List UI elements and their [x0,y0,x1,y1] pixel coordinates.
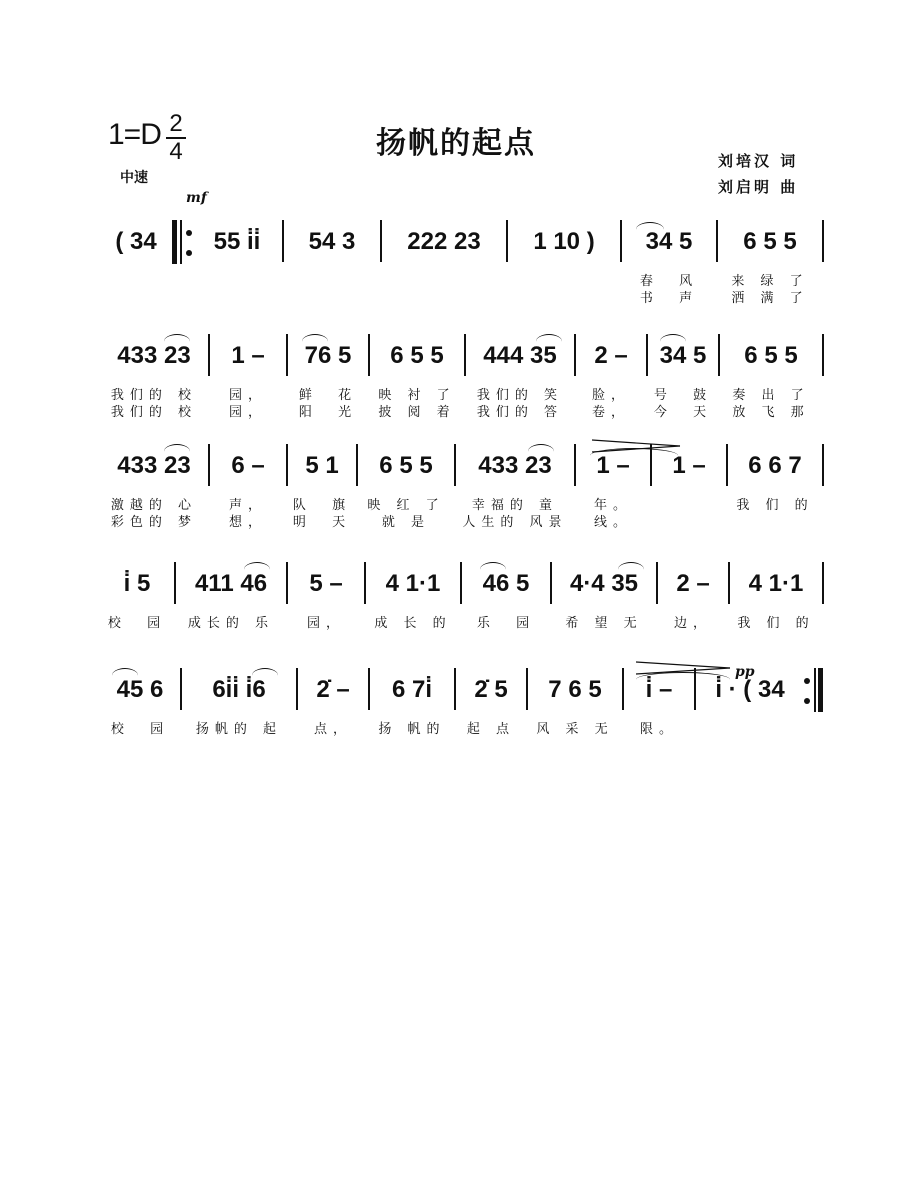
measure [100,328,208,418]
lyrics-verse-1: 鲜 花 [298,388,358,403]
system-2 [100,328,830,418]
measure [552,556,656,646]
notes: 46 5 [482,570,530,597]
notes: 433 23 [478,452,552,479]
notes: 7 6 5 [548,676,602,703]
measure [648,328,718,418]
lyrics-verse-2: 想， [228,515,267,530]
repeat-end-sign [804,668,818,712]
measure [298,662,368,752]
measure [576,328,646,418]
lyrics-verse-2: 今 天 [653,405,713,420]
notes: 55 i̇i̇ [213,228,261,255]
time-signature-numerator: 2 [169,110,183,137]
measure [100,662,180,752]
system-3 [100,438,830,528]
lyrics-verse-2: 书 声 [639,291,699,306]
lyrics-verse-2: 线。 [593,515,632,530]
measure [192,214,282,304]
notes: i̇ – [645,676,673,703]
lyrics-verse-1: 园， [306,616,345,631]
notes: 6 5 5 [743,228,797,255]
lyrics-verse-1: 号 鼓 [653,388,713,403]
notes: 45 6 [116,676,164,703]
lyrics-verse-1: 我们的 校 [110,388,198,403]
notes: 6 5 5 [390,342,444,369]
notes: 4 1·1 [748,570,804,597]
notes: 2 – [676,570,710,597]
lyrics-verse-2: 阳 光 [298,405,358,420]
notes: 6 7i̇ [391,676,433,703]
lyrics-verse-1: 来 绿 了 [731,274,809,289]
notes: 34 5 [645,228,693,255]
notes: 4·4 35 [569,570,639,597]
lyrics-verse-1: 乐 园 [476,616,536,631]
lyrics-verse-1: 起 点 [466,722,516,737]
measure [720,328,822,418]
lyrics-verse-1: 我们的 笑 [476,388,564,403]
notes: 6i̇i̇ i̇6 [212,676,266,703]
measure [100,556,174,646]
lyrics-verse-1: 年。 [593,498,632,513]
measure [370,328,464,418]
key-signature: 1=D [108,118,161,151]
measure [210,438,286,528]
lyrics-verse-2: 放 飞 那 [732,405,810,420]
lyrics-verse-2: 洒 满 了 [731,291,809,306]
lyrics-verse-1: 扬 帆的 [378,722,446,737]
measure [288,556,364,646]
notes: ( 34 [115,228,157,255]
lyrics-verse-1: 映 红 了 [367,498,445,513]
measure [462,556,550,646]
measure [100,438,208,528]
measure [622,214,716,304]
lyrics-verse-1: 春 风 [639,274,699,289]
notes: 222 23 [407,228,481,255]
lyrics-verse-2: 明 天 [292,515,352,530]
lyrics-verse-1: 我 们 的 [737,616,815,631]
lyrics-verse-1: 我 们 的 [736,498,814,513]
notes: 4 1·1 [385,570,441,597]
lyrics-verse-2: 我们的 校 [110,405,198,420]
measure [370,662,454,752]
measure [508,214,620,304]
lyrics-verse-2: 人生的 风景 [462,515,568,530]
lyrics-verse-1: 奏 出 了 [732,388,810,403]
measure [466,328,574,418]
barline [822,334,824,376]
lyrics-verse-1: 校 园 [107,616,167,631]
notes: 1 10 ) [533,228,595,255]
notes: i̇ 5 [123,570,151,597]
measure [658,556,728,646]
measure [576,438,650,528]
measure [652,438,726,528]
lyrics-verse-1: 声， [228,498,267,513]
measure [528,662,622,752]
measure [730,556,822,646]
notes: 6 5 5 [744,342,798,369]
lyrics-verse-1: 限。 [639,722,678,737]
notes: 2̇ 5 [474,676,508,703]
tempo-marking: 中速 [120,170,148,186]
system-4 [100,556,830,646]
measure [718,214,822,304]
notes: 5 – [309,570,343,597]
measure [176,556,286,646]
measure [456,438,574,528]
lyrics-verse-1: 映 衬 了 [378,388,456,403]
measure [288,438,356,528]
notes: 76 5 [304,342,352,369]
lyrics-verse-1: 脸， [591,388,630,403]
notes: i̇ · ( 34 [715,676,785,703]
notes: 444 35 [483,342,557,369]
measure [696,662,804,752]
notes: 54 3 [308,228,356,255]
barline [822,444,824,486]
measure [728,438,822,528]
notes: 1 – [672,452,706,479]
system-1 [100,214,830,304]
system-5 [100,662,830,752]
notes: 1 – [596,452,630,479]
measure [100,214,172,304]
measure [624,662,694,752]
measure [182,662,296,752]
lyrics-verse-2: 彩色的 梦 [110,515,198,530]
lyrics-verse-2: 我们的 答 [476,405,564,420]
song-title: 扬帆的起点 [376,126,536,161]
notes: 6 5 5 [379,452,433,479]
lyrics-verse-2: 园， [228,405,267,420]
repeat-start-sign [172,220,186,264]
notes: 34 5 [659,342,707,369]
lyrics-verse-1: 校 园 [110,722,170,737]
lyrics-verse-1: 成 长 的 [374,616,452,631]
measure [284,214,380,304]
lyrics-verse-1: 幸福的 童 [471,498,559,513]
notes: 6 6 7 [748,452,802,479]
lyrics-verse-1: 扬帆的 起 [195,722,283,737]
lyrics-verse-1: 点， [313,722,352,737]
measure [366,556,460,646]
measure [382,214,506,304]
notes: 6 – [231,452,265,479]
lyrics-verse-1: 队 旗 [292,498,352,513]
notes: 433 23 [117,342,191,369]
time-signature-denominator: 4 [169,138,183,165]
lyrics-verse-1: 激越的 心 [110,498,198,513]
notes: 2 – [594,342,628,369]
barline [822,220,824,262]
dynamic-pp: pp [735,664,755,680]
lyrics-verse-1: 风 采 无 [536,722,614,737]
notes: 411 46 [194,570,268,597]
lyrics-verse-2: 披 阅 着 [378,405,456,420]
notes: 2̇ – [316,676,350,703]
lyrics-verse-2: 卷， [591,405,630,420]
composer-credit: 刘启明 曲 [718,178,799,196]
barline [822,562,824,604]
measure [358,438,454,528]
measure [456,662,526,752]
lyrics-verse-1: 边， [673,616,712,631]
lyrics-verse-1: 希 望 无 [565,616,643,631]
dynamic-mf: mf [186,190,207,206]
notes: 1 – [231,342,265,369]
lyricist-credit: 刘培汉 词 [718,152,799,170]
lyrics-verse-2: 就 是 [381,515,431,530]
measure [210,328,286,418]
lyrics-verse-1: 园， [228,388,267,403]
measure [288,328,368,418]
notes: 433 23 [117,452,191,479]
notes: 5 1 [305,452,339,479]
lyrics-verse-1: 成长的 乐 [187,616,275,631]
